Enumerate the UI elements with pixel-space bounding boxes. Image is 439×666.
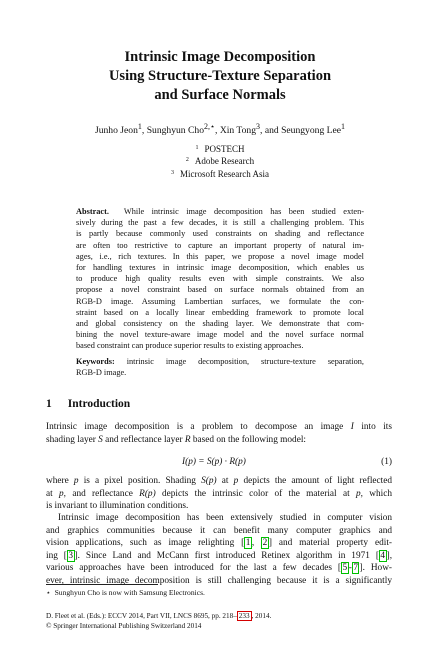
title-line-2: Using Structure-Texture Separation [108, 68, 332, 84]
paragraph-background [46, 512, 392, 587]
abstract [76, 206, 364, 352]
author-name: Junho Jeon [94, 125, 138, 137]
body-line: and graphics communities because it can benefit many computer graphics and [46, 525, 392, 536]
keywords-label: Keywords: [76, 357, 115, 366]
citation-link[interactable]: 1 [245, 538, 251, 548]
author-affil-mark: 1 [137, 122, 142, 131]
abstract-line: are often too restrictive to capture an important property of natural im- [76, 240, 364, 250]
author-affil-mark: 1 [341, 122, 346, 131]
citation-link[interactable]: 2 [262, 538, 268, 548]
body-line: Intrinsic image decomposition is a problem to decompose an image I into its [46, 422, 393, 432]
author-name: Xin Tong [219, 125, 257, 137]
affiliation-item: $^2$ Adobe Research [185, 156, 255, 167]
abstract-line: ages, i.e., rich textures. In this paper, we propose a novel image model [76, 251, 364, 261]
abstract-line: propose a novel constraint based on surface normals obtained from an [76, 285, 364, 295]
page-range-link[interactable]: 233 [238, 612, 250, 620]
abstract-line: and global consistency on the shading layer. We demonstrate that com- [76, 319, 364, 329]
citation-link[interactable]: 3 [68, 550, 74, 561]
title-line-3: and Surface Normals [154, 87, 286, 103]
citation-link[interactable]: 4 [380, 550, 386, 561]
citation-line: D. Fleet et al. (Eds.): ECCV 2014, Part VII, LNCS 8695, pp. 218– 233 , 2014. [46, 612, 272, 620]
author-name: and Seungyong Lee [264, 125, 342, 137]
abstract-line: straint based on a locally linear embedding framework to promote local [76, 307, 364, 317]
author-affil-mark: 2,⋆ [204, 122, 216, 131]
paragraph-definition [46, 475, 392, 513]
abstract-line: to produce high quality results even with simple constraints. We also [76, 274, 364, 284]
copyright-line: © Springer International Publishing Switzerland 2014 [46, 622, 202, 630]
section-title: Introduction [67, 398, 131, 410]
abstract-label: Abstract. [76, 207, 109, 216]
title-line-1: Intrinsic Image Decomposition [124, 49, 316, 65]
author-name: Sunghyun Cho [146, 125, 204, 137]
footnote [46, 588, 205, 597]
abstract-line: is partly because commonly used constraints on shading and reflectance [76, 229, 364, 239]
body-line: various approaches have been introduced for the last a few decades [ 5 - 7 ]. How- [46, 563, 393, 573]
affiliation-item: $^3$ Microsoft Research Asia [171, 168, 269, 179]
keywords-line: RGB-D image. [76, 368, 127, 378]
equation-number: (1) [381, 457, 392, 467]
abstract-line: sively during the past a few decades, it is still a challenging problem. This [76, 218, 364, 228]
body-line: shading layer S and reflectance layer R based on the following model: [46, 434, 306, 445]
equation-formula: I(p) = S(p) · R(p) [182, 457, 246, 467]
footnote-rule [46, 584, 158, 585]
abstract-line: RGB-D image. Assuming Lambertian surfaces, we formulate the con- [76, 296, 364, 306]
body-line: ing [ 3 ]. Since Land and McCann first introduced Retinex algorithm in 1971 [ 4 ], [46, 550, 393, 561]
author-list: Junho Jeon$^1$, Sunghyun Cho$^{2,⋆}$, Xin Tong$^3$, and Seungyong Lee$^1$ [94, 122, 346, 137]
keywords [76, 356, 364, 378]
affiliations [170, 143, 270, 180]
section-heading [46, 398, 130, 410]
body-line: Intrinsic image decomposition has been extensively studied in computer vision [58, 513, 392, 523]
keywords-line: Keywords: intrinsic image decomposition, structure-texture separation, [76, 357, 364, 366]
abstract-line: based constraint can produce superior results to existing approaches. [76, 341, 304, 351]
body-line: vision applications, such as image relighting [ 1 , 2 ] and material property edit- [46, 538, 392, 548]
paper-title [40, 48, 400, 105]
footnote-text: Sunghyun Cho is now with Samsung Electronics. [54, 588, 205, 597]
abstract-line: bining the novel texture-aware image model and the novel surface normal [76, 330, 364, 340]
body-line: ever, intrinsic image decomposition is still challenging because it is a significantly [46, 575, 392, 586]
footnote-mark: ⋆ [46, 588, 51, 597]
abstract-line: for handling textures in intrinsic image decomposition, which enables us [76, 263, 364, 273]
citation-link[interactable]: 7 [353, 563, 358, 573]
body-line: at p, and reflectance R(p) depicts the intrinsic color of the material at p, which [46, 488, 393, 499]
affiliation-item: $^1$ POSTECH [195, 144, 245, 154]
abstract-line: Abstract. While intrinsic image decomposition has been studied exten- [76, 207, 365, 216]
citation-link[interactable]: 5 [342, 563, 348, 573]
publication-footer [46, 611, 271, 631]
body-line: where p is a pixel position. Shading S(p) at p depicts the amount of light reflected [46, 476, 393, 486]
author-affil-mark: 3 [256, 122, 261, 131]
paragraph-intro [46, 421, 392, 446]
section-number: 1 [46, 398, 52, 410]
body-line: is invariant to illumination conditions. [46, 501, 189, 511]
